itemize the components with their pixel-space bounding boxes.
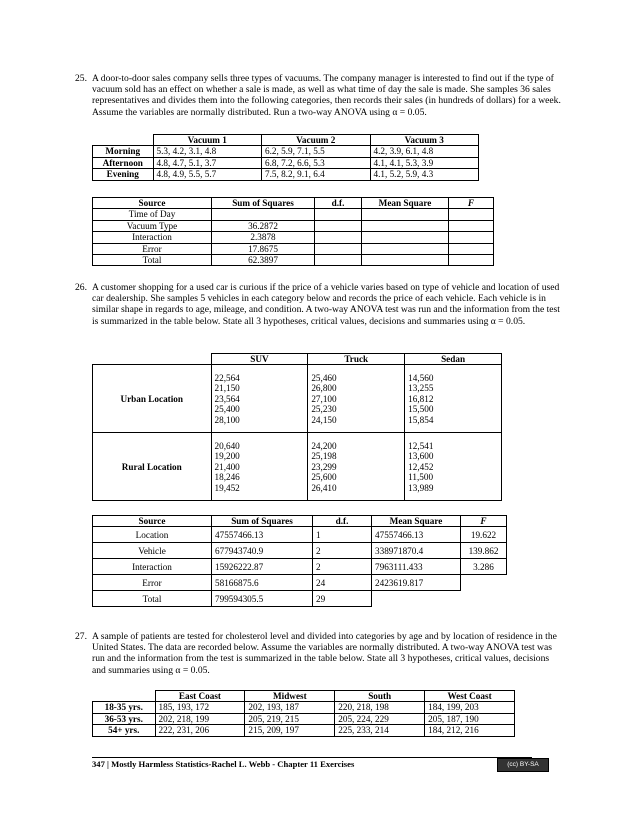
license-label: BY-SA <box>519 761 539 768</box>
table-cell: Error <box>93 243 212 254</box>
table-cell: 29 <box>313 591 372 607</box>
table-cell <box>315 255 362 266</box>
value: 22,564 <box>214 372 240 383</box>
table-cell <box>211 365 308 433</box>
value: 13,255 <box>408 383 434 394</box>
value: 26,410 <box>311 482 337 493</box>
table-cell <box>461 575 507 591</box>
vehicle-price-table <box>92 353 502 501</box>
table-cell: 139.862 <box>461 543 507 559</box>
table-cell: 215, 209, 197 <box>245 725 335 736</box>
table-cell <box>449 232 494 243</box>
value: 15,500 <box>408 404 434 415</box>
column-header: Source <box>93 198 212 209</box>
column-header: Vacuum 2 <box>262 135 371 146</box>
column-header: Sum of Squares <box>212 198 315 209</box>
value: 14,560 <box>408 372 434 383</box>
column-header: Mean Square <box>362 198 449 209</box>
row-label: 36-53 yrs. <box>93 713 156 724</box>
table-cell <box>362 255 449 266</box>
table-cell: 4.1, 4.1, 5.3, 3.9 <box>370 157 479 168</box>
table-cell: 58166875.6 <box>212 575 313 591</box>
table-cell: 225, 233, 214 <box>335 725 425 736</box>
table-cell <box>362 220 449 231</box>
value: 21,150 <box>214 383 240 394</box>
table-cell: 3.286 <box>461 559 507 575</box>
column-header: Sedan <box>405 354 502 365</box>
value: 25,400 <box>214 404 240 415</box>
table-cell <box>449 209 494 220</box>
column-header: East Coast <box>155 691 245 702</box>
row-label: Morning <box>93 146 154 157</box>
table-row <box>93 433 502 501</box>
table-cell <box>315 243 362 254</box>
table-row <box>93 365 502 433</box>
problem-number: 25. <box>75 73 87 84</box>
table-cell <box>405 433 502 501</box>
table-cell <box>362 243 449 254</box>
table-row <box>93 243 494 254</box>
table-cell: 19.622 <box>461 527 507 543</box>
row-label: Evening <box>93 169 154 180</box>
value: 23,299 <box>311 461 337 472</box>
column-header: F <box>461 516 507 527</box>
table-row <box>93 232 494 243</box>
table-cell: Interaction <box>93 559 212 575</box>
table-cell <box>315 220 362 231</box>
column-header: F <box>449 198 494 209</box>
problem-number: 27. <box>75 631 87 642</box>
table-cell: 4.2, 3.9, 6.1, 4.8 <box>370 146 479 157</box>
value: 12,541 <box>408 440 434 451</box>
table-row <box>93 575 507 591</box>
problem-27 <box>75 631 562 676</box>
table-cell: 202, 218, 199 <box>155 713 245 724</box>
table-cell: 1 <box>313 527 372 543</box>
column-header: South <box>335 691 425 702</box>
table-cell <box>362 209 449 220</box>
table-cell: 17.8675 <box>212 243 315 254</box>
table-cell: Vacuum Type <box>93 220 212 231</box>
table-cell: 2 <box>313 543 372 559</box>
vacuum-data-table <box>92 134 479 181</box>
value: 21,400 <box>214 461 240 472</box>
table-row <box>93 169 479 180</box>
table-cell: 2.3878 <box>212 232 315 243</box>
value: 13,600 <box>408 451 434 462</box>
table-cell: 47557466.13 <box>212 527 313 543</box>
table-row <box>93 157 479 168</box>
table-cell <box>449 243 494 254</box>
table-cell: 24 <box>313 575 372 591</box>
table-cell: 220, 218, 198 <box>335 702 425 713</box>
value: 19,452 <box>214 482 240 493</box>
column-header: d.f. <box>313 516 372 527</box>
table-cell: Total <box>93 591 212 607</box>
table-cell: 184, 212, 216 <box>425 725 515 736</box>
value: 25,198 <box>311 451 337 462</box>
table-row <box>93 702 515 713</box>
column-header: SUV <box>211 354 308 365</box>
table-cell: 2 <box>313 559 372 575</box>
table-cell <box>461 591 507 607</box>
table-cell: 185, 193, 172 <box>155 702 245 713</box>
table-cell <box>211 433 308 501</box>
value: 24,200 <box>311 440 337 451</box>
table-cell: 184, 199, 203 <box>425 702 515 713</box>
table-cell: 677943740.9 <box>212 543 313 559</box>
table-cell: Vehicle <box>93 543 212 559</box>
table-row <box>93 255 494 266</box>
problem-number: 26. <box>75 282 87 293</box>
table-cell: 799594305.5 <box>212 591 313 607</box>
table-cell: 62.3897 <box>212 255 315 266</box>
value: 16,812 <box>408 393 434 404</box>
table-cell: 4.8, 4.7, 5.1, 3.7 <box>153 157 262 168</box>
table-cell: 4.8, 4.9, 5.5, 5.7 <box>153 169 262 180</box>
table-cell: 205, 187, 190 <box>425 713 515 724</box>
table-row <box>93 725 515 736</box>
table-cell <box>315 232 362 243</box>
column-header: Source <box>93 516 212 527</box>
row-label: 54+ yrs. <box>93 725 156 736</box>
column-header: d.f. <box>315 198 362 209</box>
table-cell <box>372 591 461 607</box>
table-row <box>93 559 507 575</box>
footer-rule <box>92 757 532 758</box>
table-cell <box>362 232 449 243</box>
cc-icon: (cc) <box>507 761 519 768</box>
table-cell: 5.3, 4.2, 3.1, 4.8 <box>153 146 262 157</box>
column-header: Truck <box>308 354 405 365</box>
value: 23,564 <box>214 393 240 404</box>
table-cell: 6.2, 5.9, 7.1, 5.5 <box>262 146 371 157</box>
column-header: Sum of Squares <box>212 516 313 527</box>
table-cell: 202, 193, 187 <box>245 702 335 713</box>
table-cell: 7963111.433 <box>372 559 461 575</box>
table-row <box>93 543 507 559</box>
table-cell: 205, 224, 229 <box>335 713 425 724</box>
table-cell: Error <box>93 575 212 591</box>
table-cell: 47557466.13 <box>372 527 461 543</box>
value: 11,500 <box>408 472 434 483</box>
problem-text: A sample of patients are tested for cholesterol level and divided into categories by age and by location of residence in the United States. The data are recorded below. Assume the variables are normally distributed. A two-way ANOVA test was run and the information from the test is summarized in the table below. State all 3 hypotheses, critical values, decisions and summaries using α = 0.05. <box>92 631 557 676</box>
table-cell <box>449 220 494 231</box>
table-cell <box>449 255 494 266</box>
table-cell: Interaction <box>93 232 212 243</box>
table-cell <box>315 209 362 220</box>
table-cell: Time of Day <box>93 209 212 220</box>
value: 18,246 <box>214 472 240 483</box>
table-cell: 2423619.817 <box>372 575 461 591</box>
column-header: Mean Square <box>372 516 461 527</box>
value: 12,452 <box>408 461 434 472</box>
table-cell: Location <box>93 527 212 543</box>
table-cell: Total <box>93 255 212 266</box>
value: 28,100 <box>214 414 240 425</box>
problem-25 <box>75 73 562 118</box>
table-cell <box>212 209 315 220</box>
table-cell: 7.5, 8.2, 9.1, 6.4 <box>262 169 371 180</box>
table-cell <box>405 365 502 433</box>
footer-text: 347 | Mostly Harmless Statistics-Rachel L. Webb - Chapter 11 Exercises <box>92 759 355 769</box>
row-label: Urban Location <box>93 365 212 433</box>
row-label: 18-35 yrs. <box>93 702 156 713</box>
table-cell: 205, 219, 215 <box>245 713 335 724</box>
row-label: Afternoon <box>93 157 154 168</box>
column-header: Vacuum 3 <box>370 135 479 146</box>
table-row <box>93 146 479 157</box>
anova-table-25 <box>92 197 494 266</box>
value: 25,230 <box>311 404 337 415</box>
problem-text: A door-to-door sales company sells three types of vacuums. The company manager is interested to find out if the type of vacuum sold has an effect on whether a sale is made, as well as what time of day the sale is made. She samples 36 sales representatives and divides them into the following categories, then records their sales (in hundreds of dollars) for a week. Assume the variables are normally distributed. Run a two-way ANOVA using α = 0.05. <box>92 73 561 118</box>
column-header: Midwest <box>245 691 335 702</box>
table-cell: 36.2872 <box>212 220 315 231</box>
value: 19,200 <box>214 451 240 462</box>
value: 15,854 <box>408 414 434 425</box>
table-cell: 338971870.4 <box>372 543 461 559</box>
value: 25,600 <box>311 472 337 483</box>
problem-26 <box>75 282 562 327</box>
value: 27,100 <box>311 393 337 404</box>
value: 13,989 <box>408 482 434 493</box>
table-row <box>93 209 494 220</box>
table-cell <box>308 433 405 501</box>
row-label: Rural Location <box>93 433 212 501</box>
column-header: West Coast <box>425 691 515 702</box>
table-cell: 222, 231, 206 <box>155 725 245 736</box>
table-cell: 15926222.87 <box>212 559 313 575</box>
column-header: Vacuum 1 <box>153 135 262 146</box>
table-row <box>93 591 507 607</box>
anova-table-26 <box>92 515 507 607</box>
value: 20,640 <box>214 440 240 451</box>
table-cell: 6.8, 7.2, 6.6, 5.3 <box>262 157 371 168</box>
table-row <box>93 713 515 724</box>
cc-license-badge <box>497 758 549 772</box>
table-row <box>93 527 507 543</box>
table-row <box>93 220 494 231</box>
value: 24,150 <box>311 414 337 425</box>
cholesterol-data-table <box>92 690 515 737</box>
value: 25,460 <box>311 372 337 383</box>
table-cell <box>308 365 405 433</box>
value: 26,800 <box>311 383 337 394</box>
problem-text: A customer shopping for a used car is curious if the price of a vehicle varies based on type of vehicle and location of used car dealership. She samples 5 vehicles in each category below and records the price of each vehicle. Each vehicle is in similar shape in regards to age, mileage, and condition. A two-way ANOVA test was run and the information from the test is summarized in the table below. State all 3 hypotheses, critical values, decisions and summaries using α = 0.05. <box>92 282 560 327</box>
table-cell: 4.1, 5.2, 5.9, 4.3 <box>370 169 479 180</box>
